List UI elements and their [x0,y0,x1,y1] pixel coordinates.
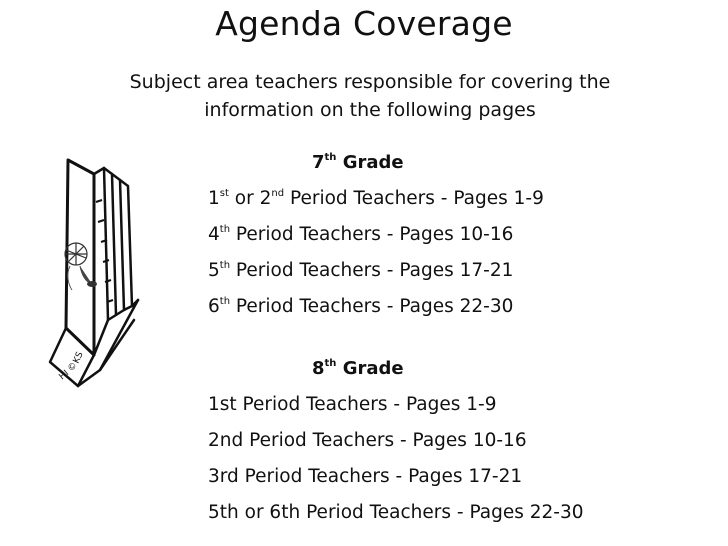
grade-7-line-2: 4th Period Teachers - Pages 10-16 [208,224,514,245]
grade-7-line-1: 1st or 2nd Period Teachers - Pages 1-9 [208,188,544,209]
subtitle-line-1: Subject area teachers responsible for covering the [129,71,611,93]
subtitle-line-2: information on the following pages [204,99,536,121]
grade-7-line-3: 5th Period Teachers - Pages 17-21 [208,260,514,281]
grade-8-line-4: 5th or 6th Period Teachers - Pages 22-30 [208,502,584,523]
grade-7-heading: 7th Grade [312,152,404,173]
agenda-book-icon [46,150,146,390]
grade-8-line-1: 1st Period Teachers - Pages 1-9 [208,394,497,415]
grade-8-line-2: 2nd Period Teachers - Pages 10-16 [208,430,527,451]
svg-text:KS: KS [71,350,86,366]
page-title: Agenda Coverage [215,4,513,43]
grade-7-line-4: 6th Period Teachers - Pages 22-30 [208,296,514,317]
svg-text:©: © [66,360,80,374]
subtitle [105,68,635,124]
svg-text:HI: HI [57,368,72,383]
grade-8-heading: 8th Grade [312,358,404,379]
grade-8-line-3: 3rd Period Teachers - Pages 17-21 [208,466,523,487]
